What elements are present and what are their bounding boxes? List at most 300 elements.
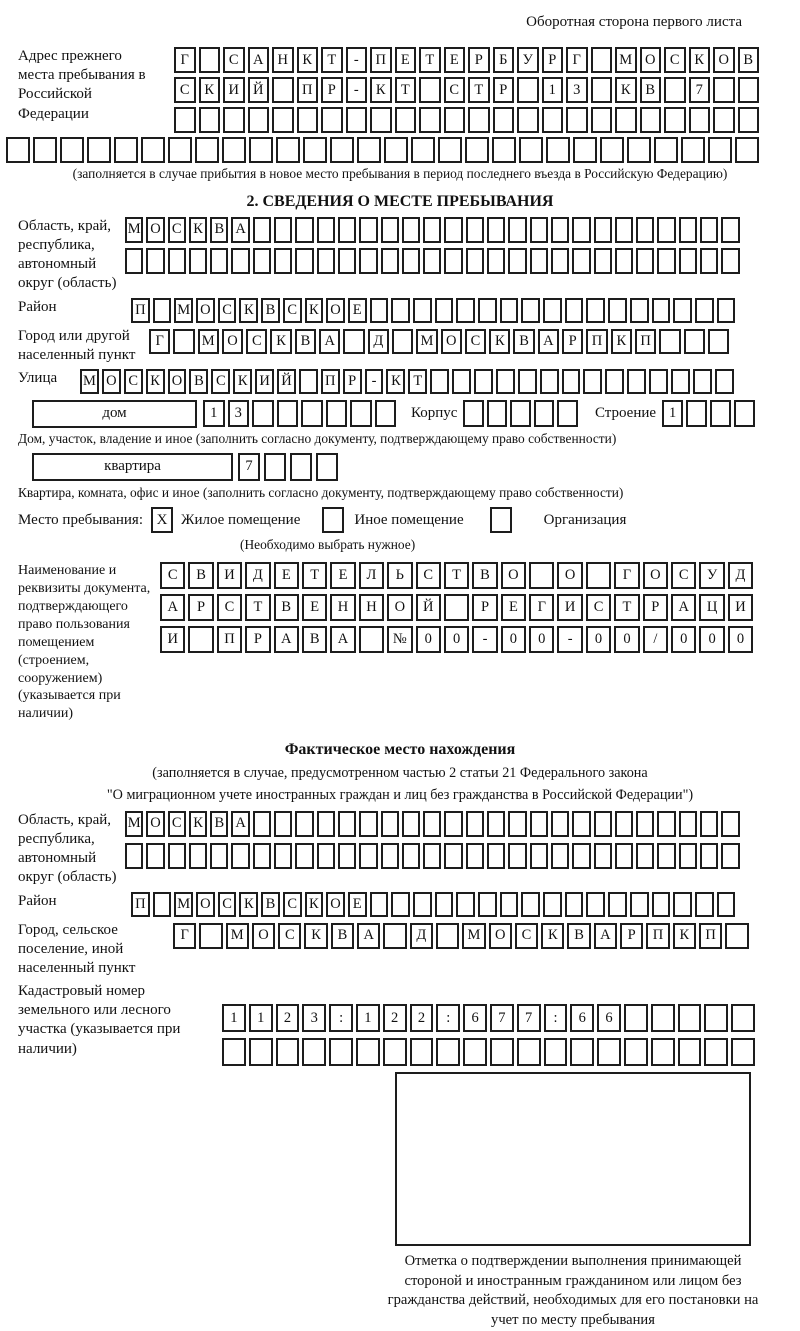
form-cell[interactable] — [222, 1038, 246, 1066]
form-cell[interactable] — [500, 298, 519, 323]
form-cell[interactable] — [317, 217, 335, 243]
form-cell[interactable] — [125, 248, 143, 274]
form-cell[interactable] — [586, 298, 605, 323]
form-cell[interactable]: О — [713, 47, 735, 73]
form-cell[interactable]: О — [489, 923, 512, 949]
form-cell[interactable] — [210, 248, 228, 274]
form-cell[interactable]: А — [671, 594, 696, 621]
form-cell[interactable]: В — [738, 47, 760, 73]
form-cell[interactable]: С — [444, 77, 466, 103]
form-cell[interactable] — [463, 400, 484, 427]
form-cell[interactable]: Р — [643, 594, 668, 621]
form-cell[interactable] — [435, 892, 454, 917]
form-cell[interactable] — [738, 77, 760, 103]
form-cell[interactable] — [508, 843, 526, 869]
form-cell[interactable] — [435, 298, 454, 323]
form-cell[interactable]: 7 — [490, 1004, 514, 1032]
form-cell[interactable] — [33, 137, 57, 163]
form-cell[interactable] — [274, 248, 292, 274]
form-cell[interactable] — [608, 892, 627, 917]
form-cell[interactable] — [423, 811, 441, 837]
form-cell[interactable] — [402, 217, 420, 243]
form-cell[interactable] — [517, 77, 539, 103]
form-cell[interactable] — [679, 843, 697, 869]
form-cell[interactable]: В — [295, 329, 316, 354]
form-cell[interactable] — [466, 811, 484, 837]
form-cell[interactable] — [6, 137, 30, 163]
form-cell[interactable] — [392, 329, 413, 354]
form-cell[interactable] — [721, 217, 739, 243]
form-cell[interactable]: М — [198, 329, 219, 354]
form-cell[interactable] — [605, 369, 624, 394]
form-cell[interactable] — [624, 1004, 648, 1032]
form-cell[interactable]: Т — [444, 562, 469, 589]
form-cell[interactable] — [530, 843, 548, 869]
form-cell[interactable] — [303, 137, 327, 163]
form-cell[interactable]: Н — [330, 594, 355, 621]
form-cell[interactable]: Т — [245, 594, 270, 621]
form-cell[interactable]: К — [541, 923, 564, 949]
form-cell[interactable] — [615, 107, 637, 133]
form-cell[interactable] — [651, 1004, 675, 1032]
form-cell[interactable]: К — [386, 369, 405, 394]
form-cell[interactable]: П — [370, 47, 392, 73]
form-cell[interactable] — [402, 811, 420, 837]
form-cell[interactable]: О — [501, 562, 526, 589]
form-cell[interactable]: К — [297, 47, 319, 73]
form-cell[interactable] — [222, 137, 246, 163]
form-cell[interactable]: 7 — [238, 453, 260, 481]
form-cell[interactable]: С — [664, 47, 686, 73]
form-cell[interactable] — [173, 329, 194, 354]
form-cell[interactable] — [704, 1038, 728, 1066]
form-cell[interactable] — [466, 217, 484, 243]
form-cell[interactable]: № — [387, 626, 412, 653]
form-cell[interactable] — [544, 1038, 568, 1066]
form-cell[interactable] — [359, 217, 377, 243]
form-cell[interactable]: Т — [321, 47, 343, 73]
form-cell[interactable]: Ц — [699, 594, 724, 621]
form-cell[interactable] — [125, 843, 143, 869]
form-cell[interactable]: М — [125, 811, 143, 837]
form-cell[interactable] — [391, 298, 410, 323]
form-cell[interactable]: О — [326, 298, 345, 323]
form-cell[interactable]: Н — [272, 47, 294, 73]
form-cell[interactable] — [530, 248, 548, 274]
form-cell[interactable]: О — [387, 594, 412, 621]
form-cell[interactable]: В — [640, 77, 662, 103]
form-cell[interactable]: Е — [501, 594, 526, 621]
form-cell[interactable]: С — [586, 594, 611, 621]
form-cell[interactable] — [253, 811, 271, 837]
form-cell[interactable] — [252, 400, 274, 427]
form-cell[interactable] — [551, 217, 569, 243]
form-cell[interactable]: В — [261, 892, 280, 917]
form-cell[interactable]: Г — [174, 47, 196, 73]
form-cell[interactable] — [295, 217, 313, 243]
form-cell[interactable] — [518, 369, 537, 394]
form-cell[interactable] — [551, 248, 569, 274]
form-cell[interactable] — [615, 843, 633, 869]
form-cell[interactable]: А — [538, 329, 559, 354]
form-cell[interactable] — [299, 369, 318, 394]
form-cell[interactable]: К — [304, 923, 327, 949]
form-cell[interactable] — [517, 1038, 541, 1066]
form-cell[interactable]: 3 — [566, 77, 588, 103]
form-cell[interactable]: О — [557, 562, 582, 589]
form-cell[interactable] — [153, 298, 172, 323]
form-cell[interactable] — [572, 217, 590, 243]
checkbox-inoe[interactable] — [322, 507, 344, 533]
form-cell[interactable] — [689, 107, 711, 133]
form-cell[interactable]: А — [231, 217, 249, 243]
form-cell[interactable] — [551, 843, 569, 869]
form-cell[interactable]: Е — [274, 562, 299, 589]
form-cell[interactable] — [673, 892, 692, 917]
form-cell[interactable] — [295, 248, 313, 274]
form-cell[interactable]: В — [210, 217, 228, 243]
form-cell[interactable] — [500, 892, 519, 917]
form-cell[interactable] — [717, 298, 736, 323]
form-cell[interactable]: 1 — [249, 1004, 273, 1032]
form-cell[interactable] — [572, 248, 590, 274]
form-cell[interactable]: 2 — [383, 1004, 407, 1032]
checkbox-zhiloe[interactable]: X — [151, 507, 173, 533]
form-cell[interactable]: - — [346, 77, 368, 103]
form-cell[interactable] — [276, 1038, 300, 1066]
form-cell[interactable]: О — [146, 811, 164, 837]
form-cell[interactable] — [338, 217, 356, 243]
form-cell[interactable]: Р — [245, 626, 270, 653]
form-cell[interactable] — [490, 1038, 514, 1066]
form-cell[interactable]: С — [671, 562, 696, 589]
form-cell[interactable] — [199, 923, 222, 949]
form-cell[interactable]: Р — [468, 47, 490, 73]
form-cell[interactable] — [356, 1038, 380, 1066]
form-cell[interactable] — [713, 77, 735, 103]
form-cell[interactable]: А — [357, 923, 380, 949]
form-cell[interactable] — [402, 843, 420, 869]
form-cell[interactable] — [693, 369, 712, 394]
form-cell[interactable]: 0 — [614, 626, 639, 653]
form-cell[interactable] — [168, 137, 192, 163]
form-cell[interactable]: У — [699, 562, 724, 589]
form-cell[interactable] — [264, 453, 286, 481]
form-cell[interactable] — [651, 1038, 675, 1066]
form-cell[interactable] — [410, 1038, 434, 1066]
form-cell[interactable] — [636, 248, 654, 274]
form-cell[interactable] — [572, 811, 590, 837]
form-cell[interactable] — [436, 923, 459, 949]
form-cell[interactable] — [153, 892, 172, 917]
form-cell[interactable]: С — [283, 892, 302, 917]
form-cell[interactable]: А — [594, 923, 617, 949]
form-cell[interactable] — [586, 892, 605, 917]
form-cell[interactable]: 1 — [222, 1004, 246, 1032]
form-cell[interactable] — [735, 137, 759, 163]
form-cell[interactable]: 0 — [586, 626, 611, 653]
form-cell[interactable]: Т — [468, 77, 490, 103]
form-cell[interactable] — [370, 298, 389, 323]
form-cell[interactable]: А — [231, 811, 249, 837]
form-cell[interactable] — [274, 217, 292, 243]
form-cell[interactable]: С — [246, 329, 267, 354]
form-cell[interactable] — [492, 137, 516, 163]
form-cell[interactable]: С — [223, 47, 245, 73]
form-cell[interactable] — [721, 843, 739, 869]
form-cell[interactable]: Й — [277, 369, 296, 394]
form-cell[interactable]: И — [728, 594, 753, 621]
form-cell[interactable] — [253, 248, 271, 274]
form-cell[interactable] — [444, 811, 462, 837]
form-cell[interactable] — [664, 107, 686, 133]
form-cell[interactable] — [731, 1038, 755, 1066]
form-cell[interactable]: В — [302, 626, 327, 653]
form-cell[interactable] — [543, 298, 562, 323]
form-cell[interactable]: 1 — [203, 400, 225, 427]
form-cell[interactable] — [430, 369, 449, 394]
form-cell[interactable] — [517, 107, 539, 133]
form-cell[interactable]: В — [188, 562, 213, 589]
form-cell[interactable] — [487, 811, 505, 837]
form-cell[interactable] — [436, 1038, 460, 1066]
form-cell[interactable] — [297, 107, 319, 133]
form-cell[interactable] — [654, 137, 678, 163]
form-cell[interactable] — [671, 369, 690, 394]
form-cell[interactable] — [60, 137, 84, 163]
form-cell[interactable]: Р — [493, 77, 515, 103]
form-cell[interactable]: 1 — [662, 400, 683, 427]
form-cell[interactable]: О — [196, 892, 215, 917]
form-cell[interactable] — [210, 843, 228, 869]
form-cell[interactable] — [359, 811, 377, 837]
form-cell[interactable] — [253, 217, 271, 243]
form-cell[interactable] — [530, 811, 548, 837]
form-cell[interactable]: И — [160, 626, 185, 653]
form-cell[interactable] — [508, 248, 526, 274]
form-cell[interactable]: 7 — [517, 1004, 541, 1032]
form-cell[interactable]: Р — [472, 594, 497, 621]
form-cell[interactable] — [557, 400, 578, 427]
form-cell[interactable]: К — [611, 329, 632, 354]
form-cell[interactable]: 6 — [597, 1004, 621, 1032]
form-cell[interactable]: 0 — [671, 626, 696, 653]
form-cell[interactable]: Е — [444, 47, 466, 73]
form-cell[interactable]: А — [319, 329, 340, 354]
form-cell[interactable] — [487, 248, 505, 274]
form-cell[interactable] — [496, 369, 515, 394]
form-cell[interactable]: Г — [173, 923, 196, 949]
form-cell[interactable]: 0 — [529, 626, 554, 653]
form-cell[interactable] — [381, 811, 399, 837]
form-cell[interactable]: 0 — [501, 626, 526, 653]
form-cell[interactable]: Е — [330, 562, 355, 589]
form-cell[interactable]: О — [102, 369, 121, 394]
form-cell[interactable]: В — [274, 594, 299, 621]
form-cell[interactable] — [370, 892, 389, 917]
form-cell[interactable] — [395, 107, 417, 133]
form-cell[interactable] — [594, 217, 612, 243]
form-cell[interactable] — [700, 811, 718, 837]
form-cell[interactable] — [543, 892, 562, 917]
form-cell[interactable]: К — [673, 923, 696, 949]
form-cell[interactable] — [189, 248, 207, 274]
form-cell[interactable]: И — [217, 562, 242, 589]
form-cell[interactable] — [413, 298, 432, 323]
form-cell[interactable] — [419, 77, 441, 103]
form-cell[interactable] — [493, 107, 515, 133]
form-cell[interactable] — [487, 217, 505, 243]
form-cell[interactable] — [487, 400, 508, 427]
form-cell[interactable] — [710, 400, 731, 427]
form-cell[interactable]: Т — [408, 369, 427, 394]
form-cell[interactable]: Г — [614, 562, 639, 589]
form-cell[interactable] — [465, 137, 489, 163]
form-cell[interactable]: Е — [348, 892, 367, 917]
form-cell[interactable] — [456, 892, 475, 917]
form-cell[interactable]: - — [365, 369, 384, 394]
form-cell[interactable]: Г — [529, 594, 554, 621]
form-cell[interactable] — [141, 137, 165, 163]
form-cell[interactable] — [636, 811, 654, 837]
form-cell[interactable]: В — [210, 811, 228, 837]
form-cell[interactable] — [713, 107, 735, 133]
form-cell[interactable] — [321, 107, 343, 133]
form-cell[interactable]: О — [643, 562, 668, 589]
form-cell[interactable]: К — [189, 217, 207, 243]
form-cell[interactable] — [519, 137, 543, 163]
form-cell[interactable] — [419, 107, 441, 133]
form-cell[interactable] — [381, 217, 399, 243]
form-cell[interactable] — [87, 137, 111, 163]
form-cell[interactable] — [274, 843, 292, 869]
form-cell[interactable]: Т — [614, 594, 639, 621]
form-cell[interactable]: С — [465, 329, 486, 354]
form-cell[interactable]: К — [239, 892, 258, 917]
form-cell[interactable] — [290, 453, 312, 481]
form-cell[interactable] — [657, 843, 675, 869]
form-cell[interactable] — [700, 248, 718, 274]
form-cell[interactable]: С — [218, 298, 237, 323]
form-cell[interactable] — [657, 217, 675, 243]
form-cell[interactable] — [615, 217, 633, 243]
form-cell[interactable]: Р — [542, 47, 564, 73]
form-cell[interactable]: И — [223, 77, 245, 103]
form-cell[interactable]: С — [174, 77, 196, 103]
form-cell[interactable]: 6 — [463, 1004, 487, 1032]
form-cell[interactable] — [249, 137, 273, 163]
form-cell[interactable]: К — [370, 77, 392, 103]
form-cell[interactable] — [649, 369, 668, 394]
form-cell[interactable]: П — [635, 329, 656, 354]
form-cell[interactable] — [664, 77, 686, 103]
form-cell[interactable] — [734, 400, 755, 427]
form-cell[interactable] — [168, 843, 186, 869]
form-cell[interactable]: М — [462, 923, 485, 949]
form-cell[interactable] — [375, 400, 397, 427]
form-cell[interactable] — [199, 47, 221, 73]
form-cell[interactable] — [657, 248, 675, 274]
form-cell[interactable] — [636, 843, 654, 869]
form-cell[interactable] — [708, 137, 732, 163]
form-cell[interactable] — [510, 400, 531, 427]
form-cell[interactable]: Л — [359, 562, 384, 589]
form-cell[interactable]: Н — [359, 594, 384, 621]
form-cell[interactable]: 0 — [416, 626, 441, 653]
form-cell[interactable]: М — [416, 329, 437, 354]
form-cell[interactable] — [444, 107, 466, 133]
form-cell[interactable]: 3 — [302, 1004, 326, 1032]
form-cell[interactable] — [659, 329, 680, 354]
form-cell[interactable] — [253, 843, 271, 869]
form-cell[interactable]: - — [557, 626, 582, 653]
form-cell[interactable] — [565, 298, 584, 323]
form-cell[interactable] — [114, 137, 138, 163]
form-cell[interactable] — [276, 137, 300, 163]
form-cell[interactable] — [231, 248, 249, 274]
form-cell[interactable] — [346, 107, 368, 133]
form-cell[interactable] — [384, 137, 408, 163]
form-cell[interactable]: А — [330, 626, 355, 653]
form-cell[interactable] — [359, 248, 377, 274]
form-cell[interactable] — [452, 369, 471, 394]
form-cell[interactable] — [487, 843, 505, 869]
form-cell[interactable] — [738, 107, 760, 133]
form-cell[interactable] — [444, 248, 462, 274]
form-cell[interactable]: М — [125, 217, 143, 243]
form-cell[interactable] — [678, 1004, 702, 1032]
form-cell[interactable]: Т — [302, 562, 327, 589]
form-cell[interactable]: Е — [348, 298, 367, 323]
form-cell[interactable] — [316, 453, 338, 481]
form-cell[interactable] — [391, 892, 410, 917]
form-cell[interactable]: Й — [248, 77, 270, 103]
form-cell[interactable] — [551, 811, 569, 837]
form-cell[interactable] — [168, 248, 186, 274]
form-cell[interactable] — [195, 137, 219, 163]
form-cell[interactable] — [189, 843, 207, 869]
form-cell[interactable] — [188, 626, 213, 653]
form-cell[interactable] — [640, 107, 662, 133]
form-cell[interactable]: А — [274, 626, 299, 653]
form-cell[interactable]: К — [189, 811, 207, 837]
form-cell[interactable] — [231, 843, 249, 869]
form-cell[interactable]: 1 — [356, 1004, 380, 1032]
form-cell[interactable] — [725, 923, 748, 949]
form-cell[interactable]: О — [146, 217, 164, 243]
form-cell[interactable]: О — [222, 329, 243, 354]
form-cell[interactable]: О — [640, 47, 662, 73]
form-cell[interactable] — [295, 811, 313, 837]
form-cell[interactable] — [478, 892, 497, 917]
form-cell[interactable] — [370, 107, 392, 133]
form-cell[interactable]: О — [168, 369, 187, 394]
form-cell[interactable]: П — [646, 923, 669, 949]
form-cell[interactable] — [695, 298, 714, 323]
form-cell[interactable] — [572, 843, 590, 869]
form-cell[interactable] — [652, 892, 671, 917]
form-cell[interactable] — [381, 843, 399, 869]
form-cell[interactable]: / — [643, 626, 668, 653]
form-cell[interactable] — [295, 843, 313, 869]
form-cell[interactable]: С — [278, 923, 301, 949]
form-cell[interactable]: П — [131, 892, 150, 917]
form-cell[interactable]: С — [515, 923, 538, 949]
form-cell[interactable] — [359, 626, 384, 653]
form-cell[interactable]: У — [517, 47, 539, 73]
form-cell[interactable]: Д — [245, 562, 270, 589]
form-cell[interactable] — [249, 1038, 273, 1066]
